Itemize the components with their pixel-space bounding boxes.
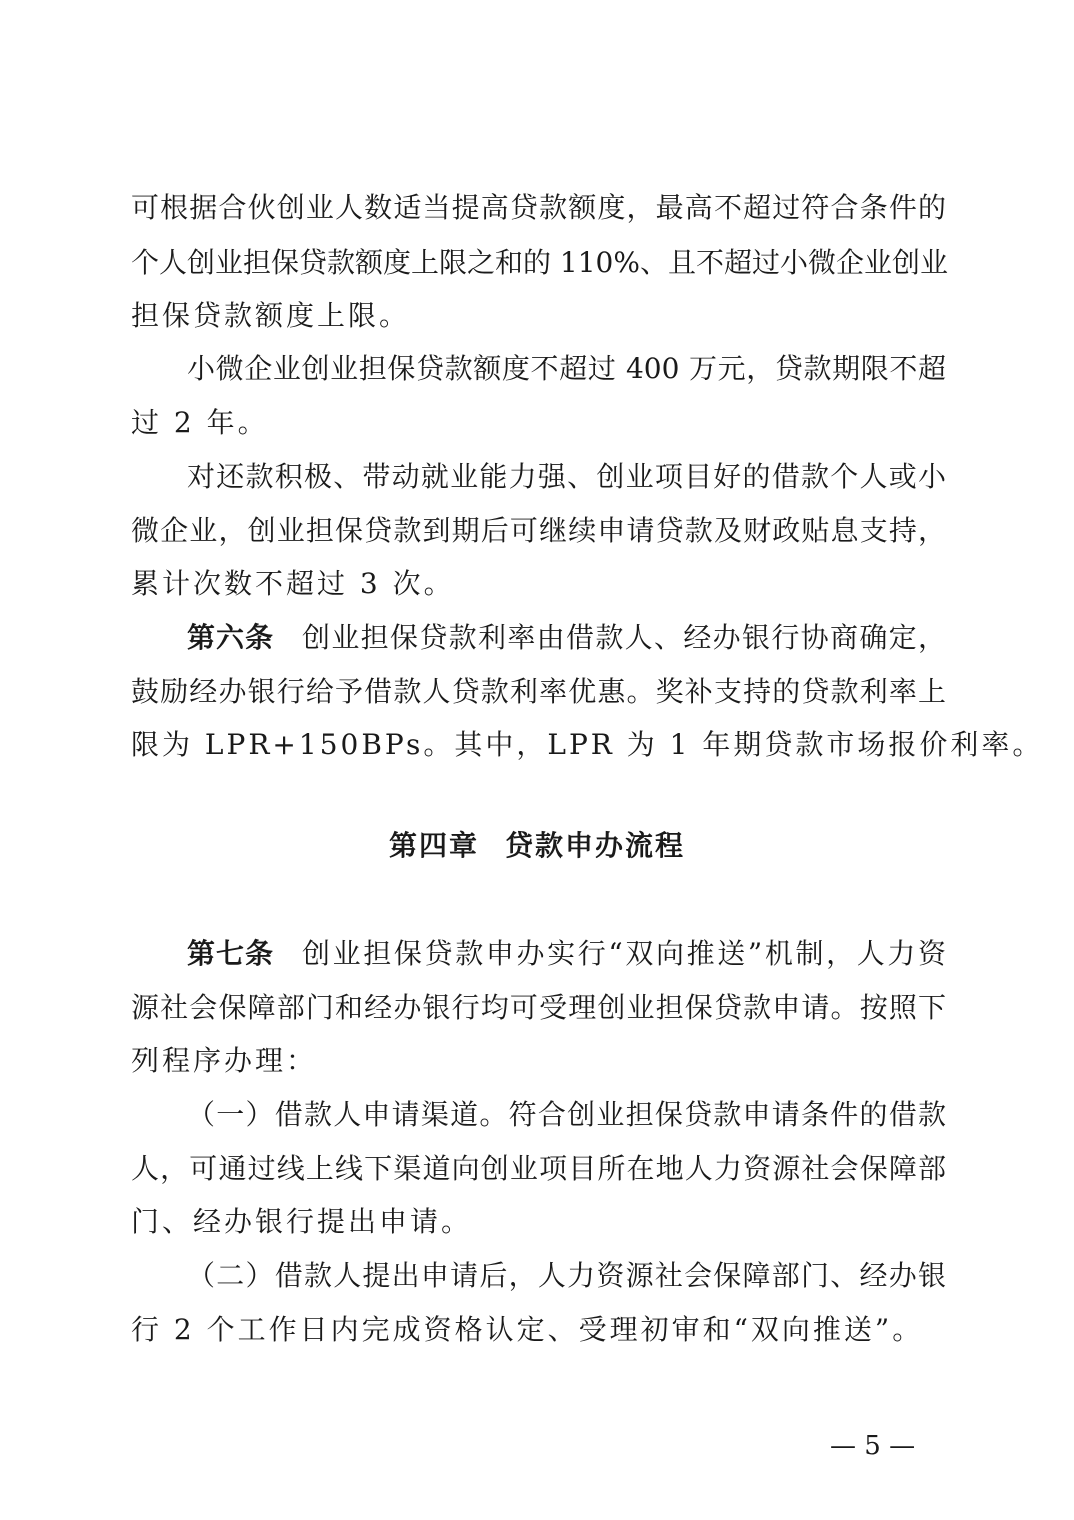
paragraph-line: 鼓励经办银行给予借款人贷款利率优惠。奖补支持的贷款利率上 (131, 675, 946, 708)
article-7-label: 第七条 (187, 937, 275, 970)
paragraph-line: 门、经办银行提出申请。 (131, 1205, 473, 1238)
page-number: — 5 — (830, 1431, 916, 1461)
paragraph-line: 累计次数不超过 3 次。 (131, 567, 455, 600)
article-6-label: 第六条 (187, 621, 275, 654)
paragraph-line: 小微企业创业担保贷款额度不超过 400 万元，贷款期限不超 (187, 352, 946, 385)
paragraph-line: 个人创业担保贷款额度上限之和的 110%、且不超过小微企业创业 (131, 246, 948, 279)
chapter-title: 贷款申办流程 (505, 829, 686, 862)
chapter-heading (0, 826, 1074, 866)
paragraph-line: 微企业，创业担保贷款到期后可继续申请贷款及财政贴息支持， (131, 514, 946, 547)
paragraph-line: 可根据合伙创业人数适当提高贷款额度，最高不超过符合条件的 (131, 191, 946, 224)
chapter-number: 第四章 (388, 829, 479, 862)
article-6-line (187, 618, 946, 658)
paragraph-line: 对还款积极、带动就业能力强、创业项目好的借款个人或小 (187, 460, 946, 493)
paragraph-line: （一）借款人申请渠道。符合创业担保贷款申请条件的借款 (187, 1098, 946, 1131)
article-7-line (187, 934, 946, 974)
paragraph-line: 行 2 个工作日内完成资格认定、受理初审和“双向推送”。 (131, 1313, 924, 1346)
paragraph-text: 创业担保贷款申办实行“双向推送”机制，人力资 (302, 937, 946, 970)
paragraph-text: 创业担保贷款利率由借款人、经办银行协商确定， (302, 621, 946, 654)
paragraph-line: （二）借款人提出申请后，人力资源社会保障部门、经办银 (187, 1259, 946, 1292)
paragraph-line: 人，可通过线上线下渠道向创业项目所在地人力资源社会保障部 (131, 1152, 946, 1185)
paragraph-line: 源社会保障部门和经办银行均可受理创业担保贷款申请。按照下 (131, 991, 946, 1024)
paragraph-line: 限为 LPR+150BPs。其中，LPR 为 1 年期贷款市场报价利率。 (131, 728, 1044, 761)
paragraph-line: 担保贷款额度上限。 (131, 299, 411, 332)
paragraph-line: 列程序办理： (131, 1044, 318, 1077)
paragraph-line: 过 2 年。 (131, 406, 269, 439)
